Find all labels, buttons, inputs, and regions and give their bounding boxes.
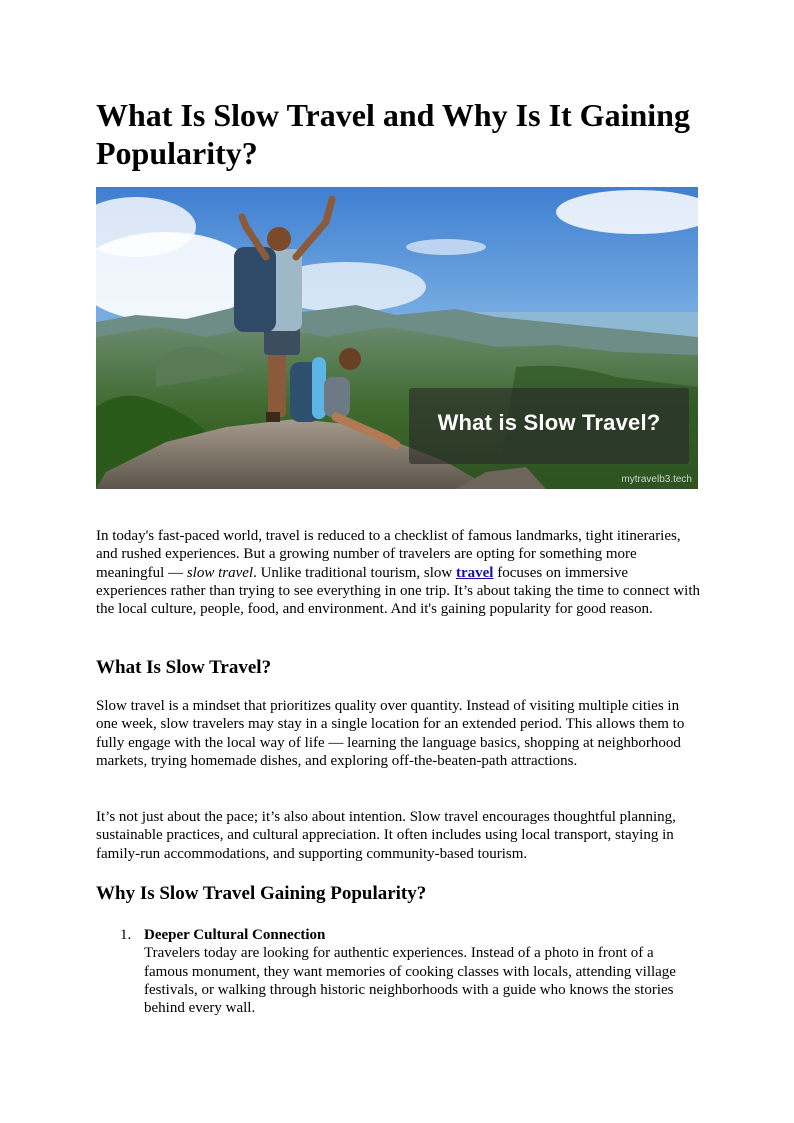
hero-image [96, 187, 698, 489]
list-item-number: 1. [120, 927, 132, 943]
list-item-text: Travelers today are looking for authentic experiences. Instead of a photo in front of a famous monument, they want memories of cooking classes with locals, attending village festivals, or walking through historic neighborhoods with a guide who knows the stories behind every wall. [144, 945, 676, 1017]
emphasis: slow travel [186, 564, 254, 581]
image-watermark: mytravelb3.tech [621, 474, 692, 485]
hero-caption: What is Slow Travel? [437, 410, 661, 435]
intro-paragraph: In today's fast-paced world, travel is reduced to a checklist of famous landmarks, tight itineraries, and rushed experiences. But a growing number of travelers are opting for something more meaningful — slow travel. Unlike traditional tourism, slow travel focuses on immersive experiences rather than trying to see everything in one trip. It’s about taking the time to connect with the local culture, people, food, and environment. And it's gaining popularity for good reason. [96, 528, 700, 618]
section1-paragraph-1: Slow travel is a mindset that prioritizes quality over quantity. Instead of visiting multiple cities in one week, slow travelers may stay in a single location for an extended period. This allows them to fully engage with the local way of life — learning the language basics, shopping at neighborhood markets, trying homemade dishes, and exploring off-the-beaten-path attractions. [96, 698, 685, 769]
page-title: What Is Slow Travel and Why Is It Gaining Popularity? [96, 97, 690, 171]
hero-caption-box [409, 388, 689, 464]
section-heading-what: What Is Slow Travel? [96, 657, 272, 678]
section1-paragraph-2: It’s not just about the pace; it’s also about intention. Slow travel encourages thoughtful planning, sustainable practices, and cultural appreciation. It often includes using local transport, staying in family-run accommodations, and supporting community-based tourism. [96, 809, 676, 862]
travel-link[interactable]: travel [455, 564, 494, 581]
section-heading-why: Why Is Slow Travel Gaining Popularity? [96, 883, 427, 904]
list-item-title: Deeper Cultural Connection [144, 927, 326, 943]
